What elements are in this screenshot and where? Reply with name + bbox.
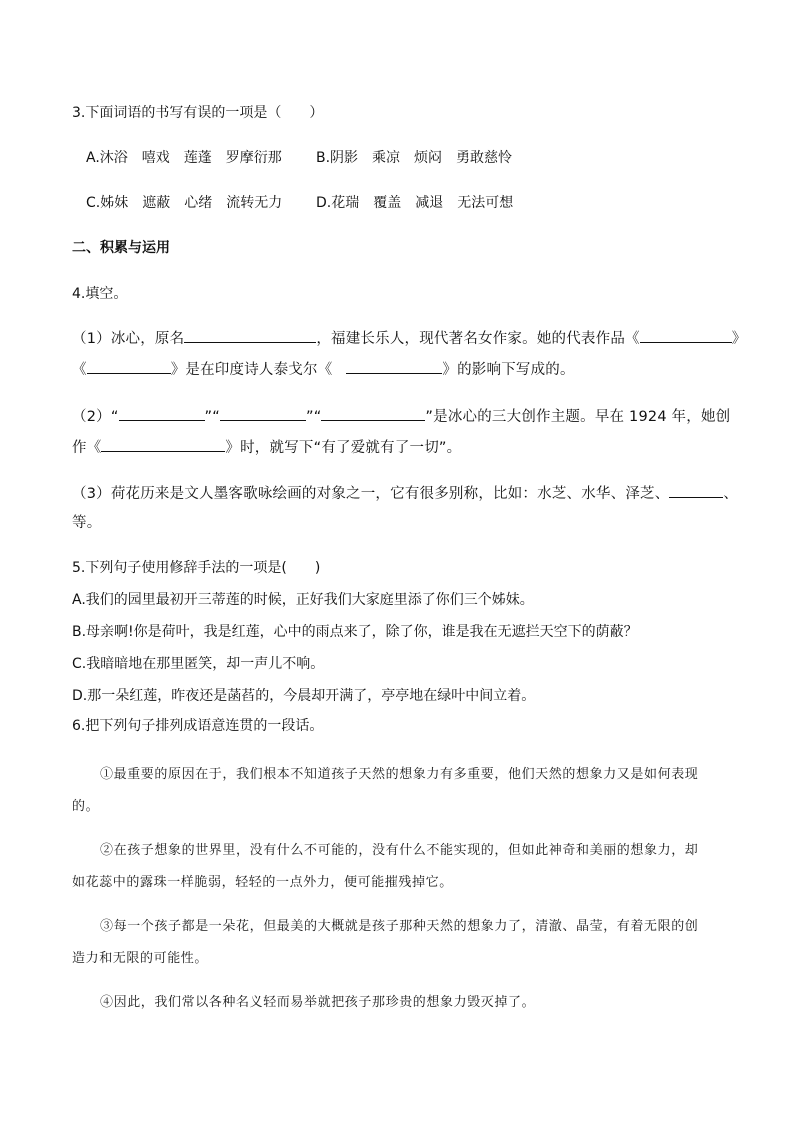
q6-sentence-3: ③每一个孩子都是一朵花，但最美的大概就是孩子那种天然的想象力了，清澈、晶莹，有着无限的创 [100, 919, 699, 934]
q4-part2-line1 [72, 406, 730, 427]
blank-lotus-name[interactable] [669, 483, 723, 498]
q6-sentence-4: ④因此，我们常以各种名义轻而易举就把孩子那珍贵的想象力毁灭掉了。 [100, 995, 536, 1010]
q6-sentence-2-cont: 如花蕊中的露珠一样脆弱，轻轻的一点外力，便可能摧残掉它。 [72, 875, 453, 890]
q4-p2-text: 作《 [72, 440, 102, 456]
blank-work-title[interactable] [640, 328, 732, 343]
blank-1924-work[interactable] [101, 437, 225, 452]
q3-stem: 3.下面词语的书写有误的一项是（ ） [72, 105, 324, 121]
blank-theme-2[interactable] [220, 406, 306, 421]
q4-p2-text: ”“ [204, 409, 220, 425]
q3-option-d: D.花瑞 覆盖 减退 无法可想 [316, 195, 514, 211]
q4-part3-line2: 等。 [72, 515, 102, 531]
blank-tagore-work[interactable] [346, 359, 442, 374]
q5-option-c: C.我暗暗地在那里匿笑，却一声儿不响。 [72, 656, 325, 672]
q4-p2-text: ”是冰心的三大创作主题。早在 1924 年，她创 [425, 409, 731, 425]
q6-sentence-1: ①最重要的原因在于，我们根本不知道孩子天然的想象力有多重要，他们天然的想象力又是如何表现 [100, 767, 699, 782]
q6-stem: 6.把下列句子排列成语意连贯的一段话。 [72, 718, 324, 734]
q5-option-a: A.我们的园里最初开三蒂莲的时候，正好我们大家庭里添了你们三个姊妹。 [72, 592, 534, 608]
q4-p1-text: ，福建长乐人，现代著名女作家。她的代表作品《 [316, 331, 640, 347]
q4-p1-text: 《 [72, 362, 87, 378]
q4-stem: 4.填空。 [72, 286, 128, 302]
blank-theme-3[interactable] [321, 406, 425, 421]
blank-original-name[interactable] [184, 328, 316, 343]
section-title: 二、积累与运用 [72, 240, 170, 256]
q4-p1-text: （1）冰心，原名 [72, 331, 185, 347]
q4-p2-text: （2）“ [72, 409, 119, 425]
q3-option-b: B.阴影 乘凉 烦闷 勇敢慈怜 [316, 150, 513, 166]
q4-part3-line1 [72, 483, 738, 504]
q4-p1-text: 》 [731, 331, 747, 347]
q4-p1-text: 》是在印度诗人泰戈尔《 [170, 362, 333, 378]
q5-option-d: D.那一朵红莲，昨夜还是菡萏的，今晨却开满了，亭亭地在绿叶中间立着。 [72, 688, 536, 704]
q4-p2-text: ”“ [305, 409, 322, 425]
q5-stem: 5.下列句子使用修辞手法的一项是( ) [72, 560, 321, 576]
q4-part1-line1 [72, 328, 746, 349]
q6-sentence-3-cont: 造力和无限的可能性。 [72, 951, 209, 966]
q4-part2-line2 [72, 437, 461, 458]
q6-sentence-1-cont: 的。 [72, 799, 100, 814]
blank-theme-1[interactable] [119, 406, 205, 421]
q4-p3-text: （3）荷花历来是文人墨客歌咏绘画的对象之一，它有很多别称，比如：水芝、水华、泽芝、 [72, 486, 670, 502]
q6-sentence-2: ②在孩子想象的世界里，没有什么不可能的，没有什么不能实现的，但如此神奇和美丽的想象力，却 [100, 843, 699, 858]
q4-p3-text: 、 [723, 486, 739, 502]
q5-option-b: B.母亲啊!你是荷叶，我是红莲，心中的雨点来了，除了你，谁是我在无遮拦天空下的荫蔽？ [72, 624, 638, 640]
q4-p2-text: 》时，就写下“有了爱就有了一切”。 [225, 440, 462, 456]
q4-part1-line2 [72, 359, 575, 380]
blank-work-title-2[interactable] [87, 359, 171, 374]
q4-p1-text: 》的影响下写成的。 [442, 362, 575, 378]
q3-option-a: A.沐浴 嘻戏 莲蓬 罗摩衍那 [86, 150, 282, 166]
q3-option-c: C.姊妹 遮蔽 心绪 流转无力 [86, 195, 283, 211]
